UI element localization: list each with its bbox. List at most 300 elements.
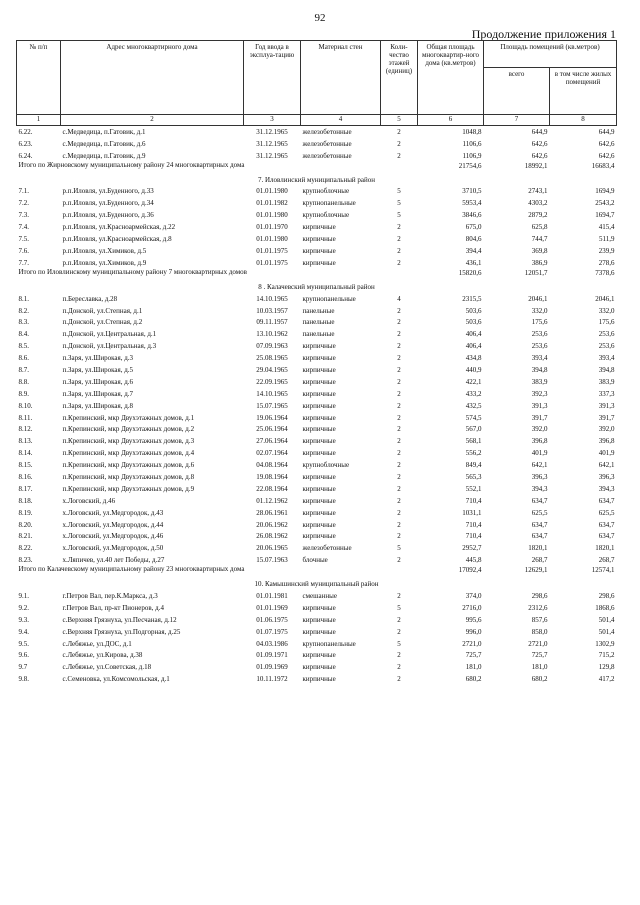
row-area-all: 2312,6 xyxy=(528,603,548,612)
row-material: железобетонные xyxy=(302,151,352,160)
row-area-all: 175,6 xyxy=(531,318,548,327)
row-number: 9.4. xyxy=(18,627,29,636)
row-total-area: 5953,4 xyxy=(462,199,482,208)
table-row xyxy=(17,197,617,209)
row-number: 7.3. xyxy=(18,211,29,220)
row-area-living: 501,4 xyxy=(598,627,615,636)
row-year: 04.03.1986 xyxy=(256,639,288,648)
row-material: кирпичные xyxy=(302,603,336,612)
section-header-row xyxy=(17,281,617,293)
row-material: кирпичные xyxy=(302,246,336,255)
row-area-all: 394,3 xyxy=(531,484,548,493)
total-label: Итого по Калачевскому муниципальному району 23 многоквартирных дома xyxy=(18,566,245,574)
row-area-all: 858,0 xyxy=(531,627,548,636)
row-year: 01.06.1975 xyxy=(256,615,288,624)
section-title: 7. Иловлинский муниципальный район xyxy=(257,175,376,184)
row-area-all: 2879,2 xyxy=(528,211,548,220)
row-area-living: 392,0 xyxy=(598,425,615,434)
row-total-area: 568,1 xyxy=(465,437,482,446)
row-number: 7.2. xyxy=(18,199,29,208)
row-area-living: 511,9 xyxy=(599,235,615,244)
row-material: железобетонные xyxy=(302,544,352,553)
row-material: железобетонные xyxy=(302,127,352,136)
table-row xyxy=(17,388,617,400)
row-area-all: 634,7 xyxy=(531,532,548,541)
section-header-row xyxy=(17,174,617,186)
row-number: 8.16. xyxy=(18,472,33,481)
row-total-area: 1031,1 xyxy=(462,508,482,517)
row-year: 31.12.1965 xyxy=(256,127,288,136)
row-total-area: 804,6 xyxy=(465,235,482,244)
row-number: 8.9. xyxy=(18,389,29,398)
row-floors: 2 xyxy=(397,484,401,493)
row-address: п.Донской, ул.Степная, д.1 xyxy=(62,306,143,315)
row-floors: 5 xyxy=(397,187,401,196)
row-material: кирпичные xyxy=(302,532,336,541)
total-label: Итого по Иловлинскому муниципальному району 7 многоквартирных домов xyxy=(18,268,247,276)
row-number: 8.20. xyxy=(18,520,33,529)
table-row xyxy=(17,614,617,626)
row-address: х.Ляпичев, ул.40 лет Победы, д.27 xyxy=(62,556,165,565)
row-year: 31.12.1965 xyxy=(256,151,288,160)
row-year: 22.08.1964 xyxy=(256,484,288,493)
section-title: 10. Камышинский муниципальный район xyxy=(254,580,379,589)
row-total-area: 406,4 xyxy=(465,342,482,351)
row-number: 6.22. xyxy=(18,127,33,136)
column-number: 6 xyxy=(418,115,484,126)
row-area-living: 634,7 xyxy=(598,496,615,505)
row-floors: 2 xyxy=(397,663,401,672)
row-area-all: 680,2 xyxy=(531,675,548,684)
row-area-all: 634,7 xyxy=(531,496,548,505)
row-area-living: 175,6 xyxy=(598,318,615,327)
row-total-area: 432,5 xyxy=(465,401,482,410)
table-row xyxy=(17,471,617,483)
row-address: х.Логовский, ул.Медгородок, д.46 xyxy=(62,532,164,541)
row-area-all: 391,3 xyxy=(531,401,548,410)
row-total-area: 996,0 xyxy=(465,627,482,636)
row-area-all: 392,3 xyxy=(531,389,548,398)
row-address: с.Лебяжье, ул.Кирова, д.38 xyxy=(62,651,143,660)
column-number: 5 xyxy=(381,115,418,126)
table-row xyxy=(17,221,617,233)
row-address: п.Заря, ул.Широкая, д.6 xyxy=(62,377,134,386)
row-total-area: 3710,5 xyxy=(462,187,482,196)
row-total-area: 567,0 xyxy=(465,425,482,434)
row-address: г.Петров Вал, пер.К.Маркса, д.3 xyxy=(62,591,158,600)
row-total-area: 552,1 xyxy=(465,484,482,493)
row-area-living: 401,9 xyxy=(598,449,615,458)
row-number: 9.1. xyxy=(18,591,29,600)
row-material: крупнопанельные xyxy=(302,199,356,208)
row-floors: 2 xyxy=(397,627,401,636)
row-floors: 5 xyxy=(397,639,401,648)
row-year: 01.01.1980 xyxy=(256,211,288,220)
total-row xyxy=(17,269,617,281)
row-total-area: 675,0 xyxy=(465,223,482,232)
table-row xyxy=(17,400,617,412)
row-address: п.Заря, ул.Широкая, д.8 xyxy=(62,401,134,410)
table-row xyxy=(17,554,617,566)
row-material: кирпичные xyxy=(302,258,336,267)
row-area-living: 1868,6 xyxy=(595,603,615,612)
row-area-living: 394,8 xyxy=(598,365,615,374)
row-address: р.п.Иловля, ул.Химиков, д.5 xyxy=(62,246,147,255)
row-area-all: 253,6 xyxy=(531,330,548,339)
row-year: 19.06.1964 xyxy=(256,413,288,422)
row-total-area: 1048,8 xyxy=(462,127,482,136)
total-area-all: 18992,1 xyxy=(524,161,548,170)
column-number: 8 xyxy=(550,115,617,126)
row-year: 01.01.1980 xyxy=(256,187,288,196)
table-body xyxy=(17,126,617,686)
row-total-area: 3846,6 xyxy=(462,211,482,220)
row-area-all: 2743,1 xyxy=(528,187,548,196)
row-total-area: 422,1 xyxy=(465,377,482,386)
row-year: 01.01.1969 xyxy=(256,603,288,612)
table-row xyxy=(17,638,617,650)
row-number: 8.5. xyxy=(18,342,29,351)
row-material: кирпичные xyxy=(302,389,336,398)
row-year: 15.07.1963 xyxy=(256,556,288,565)
row-area-living: 253,6 xyxy=(598,330,615,339)
row-material: кирпичные xyxy=(302,496,336,505)
row-total-area: 2315,5 xyxy=(462,294,482,303)
row-number: 7.1. xyxy=(18,187,29,196)
row-year: 01.01.1975 xyxy=(256,246,288,255)
row-floors: 2 xyxy=(397,413,401,422)
row-year: 27.06.1964 xyxy=(256,437,288,446)
row-number: 9.5. xyxy=(18,639,29,648)
row-area-all: 634,7 xyxy=(531,520,548,529)
row-floors: 2 xyxy=(397,556,401,565)
row-address: п.Донской, ул.Степная, д.2 xyxy=(62,318,143,327)
row-address: с.Медведица, п.Гатовик, д.9 xyxy=(62,151,146,160)
row-material: железобетонные xyxy=(302,139,352,148)
table-row xyxy=(17,245,617,257)
row-material: кирпичные xyxy=(302,413,336,422)
row-area-all: 1820,1 xyxy=(528,544,548,553)
row-floors: 5 xyxy=(397,211,401,220)
row-material: кирпичные xyxy=(302,627,336,636)
table-row xyxy=(17,673,617,685)
table-row xyxy=(17,447,617,459)
table-row xyxy=(17,602,617,614)
row-area-living: 625,5 xyxy=(598,508,615,517)
row-number: 9.3. xyxy=(18,615,29,624)
row-area-living: 129,8 xyxy=(598,663,615,672)
row-floors: 5 xyxy=(397,603,401,612)
total-area: 21754,6 xyxy=(458,161,482,170)
row-area-all: 383,9 xyxy=(531,377,548,386)
row-year: 26.08.1962 xyxy=(256,532,288,541)
row-area-all: 268,7 xyxy=(531,556,548,565)
row-material: кирпичные xyxy=(302,223,336,232)
row-address: п.Донской, ул.Центральная, д.1 xyxy=(62,330,157,339)
row-floors: 2 xyxy=(397,675,401,684)
row-address: х.Логовский, ул.Медгородок, д.44 xyxy=(62,520,164,529)
row-year: 01.01.1975 xyxy=(256,258,288,267)
row-material: кирпичные xyxy=(302,365,336,374)
table-row xyxy=(17,626,617,638)
row-floors: 2 xyxy=(397,139,401,148)
row-address: п.Крепинский, мкр Двухэтажных домов, д.8 xyxy=(62,472,195,481)
row-address: х.Логовский, ул.Медгородок, д.43 xyxy=(62,508,164,517)
row-year: 01.01.1982 xyxy=(256,199,288,208)
table-row xyxy=(17,305,617,317)
row-number: 7.4. xyxy=(18,223,29,232)
row-number: 8.7. xyxy=(18,365,29,374)
row-floors: 2 xyxy=(397,365,401,374)
row-floors: 2 xyxy=(397,615,401,624)
row-floors: 2 xyxy=(397,223,401,232)
row-area-living: 715,2 xyxy=(598,651,615,660)
row-year: 01.07.1975 xyxy=(256,627,288,636)
row-address: р.п.Иловля, ул.Красноармейская, д.22 xyxy=(62,223,176,232)
row-total-area: 394,4 xyxy=(465,246,482,255)
row-number: 9.2. xyxy=(18,603,29,612)
table-row xyxy=(17,376,617,388)
row-year: 14.10.1965 xyxy=(256,294,288,303)
row-floors: 2 xyxy=(397,425,401,434)
row-year: 25.08.1965 xyxy=(256,354,288,363)
row-floors: 4 xyxy=(397,294,401,303)
row-area-all: 644,9 xyxy=(531,127,548,136)
total-row xyxy=(17,162,617,174)
row-total-area: 433,2 xyxy=(465,389,482,398)
row-material: панельные xyxy=(302,318,335,327)
row-total-area: 1106,6 xyxy=(462,139,482,148)
row-number: 8.3. xyxy=(18,318,29,327)
row-number: 8.12. xyxy=(18,425,33,434)
total-area-living: 16683,4 xyxy=(591,161,615,170)
row-area-living: 1820,1 xyxy=(595,544,615,553)
row-floors: 2 xyxy=(397,651,401,660)
table-row xyxy=(17,661,617,673)
row-address: п.Крепинский, мкр Двухэтажных домов, д.2 xyxy=(62,425,195,434)
row-address: с.Лебяжье, ул.Советская, д.18 xyxy=(62,663,152,672)
row-number: 8.8. xyxy=(18,377,29,386)
table-row xyxy=(17,257,617,269)
row-address: п.Крепинский, мкр Двухэтажных домов, д.4 xyxy=(62,449,195,458)
table-row xyxy=(17,412,617,424)
row-area-all: 401,9 xyxy=(531,449,548,458)
row-area-all: 393,4 xyxy=(531,354,548,363)
row-total-area: 181,0 xyxy=(465,663,482,672)
header-material: Материал стен xyxy=(301,41,381,115)
row-number: 9.8. xyxy=(18,675,29,684)
row-total-area: 503,6 xyxy=(465,306,482,315)
row-area-living: 396,3 xyxy=(598,472,615,481)
row-year: 02.07.1964 xyxy=(256,449,288,458)
table-row xyxy=(17,423,617,435)
row-area-all: 369,8 xyxy=(531,246,548,255)
row-address: с.Медведица, п.Гатовик, д.6 xyxy=(62,139,146,148)
row-material: кирпичные xyxy=(302,437,336,446)
row-area-living: 642,6 xyxy=(598,139,615,148)
row-material: крупнопанельные xyxy=(302,294,356,303)
row-number: 8.2. xyxy=(18,306,29,315)
row-number: 6.23. xyxy=(18,139,33,148)
header-year: Год ввода в эксплуа-тацию xyxy=(244,41,301,115)
row-address: с.Семеновка, ул.Комсомольская, д.1 xyxy=(62,675,170,684)
row-address: п.Заря, ул.Широкая, д.3 xyxy=(62,354,134,363)
page-number: 92 xyxy=(314,12,326,24)
row-floors: 2 xyxy=(397,377,401,386)
row-year: 29.04.1965 xyxy=(256,365,288,374)
total-area-all: 12629,1 xyxy=(524,566,548,575)
row-total-area: 680,2 xyxy=(465,675,482,684)
section-header-row xyxy=(17,578,617,590)
row-number: 8.18. xyxy=(18,496,33,505)
table-row xyxy=(17,316,617,328)
header-address: Адрес многоквартирного дома xyxy=(61,41,244,115)
row-floors: 2 xyxy=(397,401,401,410)
row-material: кирпичные xyxy=(302,401,336,410)
row-year: 01.01.1981 xyxy=(256,591,288,600)
row-area-living: 391,3 xyxy=(598,401,615,410)
row-area-all: 396,3 xyxy=(531,472,548,481)
row-floors: 2 xyxy=(397,449,401,458)
row-area-all: 298,6 xyxy=(531,591,548,600)
row-floors: 2 xyxy=(397,354,401,363)
row-floors: 2 xyxy=(397,342,401,351)
row-area-all: 625,8 xyxy=(531,223,548,232)
row-area-living: 642,6 xyxy=(598,151,615,160)
row-material: кирпичные xyxy=(302,354,336,363)
row-area-all: 2046,1 xyxy=(528,294,548,303)
row-material: кирпичные xyxy=(302,651,336,660)
row-floors: 2 xyxy=(397,246,401,255)
header-total-area: Общая площадь многоквартир-ного дома (кв.метров) xyxy=(418,41,484,115)
row-total-area: 565,3 xyxy=(465,472,482,481)
row-material: крупноблочные xyxy=(302,211,350,220)
row-floors: 2 xyxy=(397,472,401,481)
row-address: р.п.Иловля, ул.Буденного, д.34 xyxy=(62,199,154,208)
total-row xyxy=(17,566,617,578)
row-material: блочные xyxy=(302,556,328,565)
total-area: 15820,6 xyxy=(458,268,482,277)
table-row xyxy=(17,126,617,138)
row-floors: 5 xyxy=(397,199,401,208)
row-total-area: 710,4 xyxy=(465,520,482,529)
row-number: 9.6. xyxy=(18,651,29,660)
table-row xyxy=(17,519,617,531)
houses-table xyxy=(16,40,617,685)
row-year: 22.09.1965 xyxy=(256,377,288,386)
row-total-area: 556,2 xyxy=(465,449,482,458)
table-row xyxy=(17,483,617,495)
table-row xyxy=(17,435,617,447)
row-number: 8.11. xyxy=(18,413,33,422)
row-total-area: 436,1 xyxy=(465,258,482,267)
row-area-living: 278,6 xyxy=(598,258,615,267)
row-address: г.Петров Вал, пр-кт Пионеров, д.4 xyxy=(62,603,164,612)
row-year: 14.10.1965 xyxy=(256,389,288,398)
row-area-living: 396,8 xyxy=(598,437,615,446)
row-address: п.Крепинский, мкр Двухэтажных домов, д.6 xyxy=(62,461,195,470)
row-floors: 2 xyxy=(397,235,401,244)
row-area-all: 2721,0 xyxy=(528,639,548,648)
row-address: с.Медведица, п.Гатовик, д.1 xyxy=(62,127,146,136)
row-total-area: 995,6 xyxy=(465,615,482,624)
row-year: 01.12.1962 xyxy=(256,496,288,505)
row-number: 8.15. xyxy=(18,461,33,470)
column-number: 4 xyxy=(301,115,381,126)
row-floors: 2 xyxy=(397,306,401,315)
row-area-living: 1302,9 xyxy=(595,639,615,648)
row-number: 8.6. xyxy=(18,354,29,363)
total-area-living: 12574,1 xyxy=(591,566,615,575)
table-row xyxy=(17,352,617,364)
row-area-all: 386,9 xyxy=(531,258,548,267)
row-floors: 2 xyxy=(397,461,401,470)
row-year: 10.11.1972 xyxy=(256,675,288,684)
row-material: крупноблочные xyxy=(302,187,350,196)
row-material: кирпичные xyxy=(302,377,336,386)
row-year: 01.09.1969 xyxy=(256,663,288,672)
row-material: кирпичные xyxy=(302,520,336,529)
total-label: Итого по Жирновскому муниципальному району 24 многоквартирных дома xyxy=(18,161,245,169)
row-material: крупнопанельные xyxy=(302,639,356,648)
row-area-living: 1694,7 xyxy=(595,211,615,220)
row-total-area: 710,4 xyxy=(465,496,482,505)
row-year: 13.10.1962 xyxy=(256,330,288,339)
continuation-note: Продолжение приложения 1 xyxy=(471,27,616,41)
row-total-area: 406,4 xyxy=(465,330,482,339)
row-area-all: 725,7 xyxy=(531,651,548,660)
row-address: п.Заря, ул.Широкая, д.7 xyxy=(62,389,134,398)
row-material: панельные xyxy=(302,330,335,339)
column-numbers-row xyxy=(17,115,617,126)
row-area-living: 642,1 xyxy=(598,461,615,470)
row-number: 7.7. xyxy=(18,258,29,267)
column-number: 7 xyxy=(484,115,550,126)
row-total-area: 849,4 xyxy=(465,461,482,470)
row-material: смешанные xyxy=(302,591,337,600)
row-area-living: 634,7 xyxy=(598,520,615,529)
row-year: 20.06.1965 xyxy=(256,544,288,553)
column-number: 1 xyxy=(17,115,61,126)
row-address: с.Верхняя Грязнуха, ул.Подгорная, д.25 xyxy=(62,627,181,636)
row-year: 07.09.1963 xyxy=(256,342,288,351)
row-address: с.Лебяжье, ул.ДОС, д.1 xyxy=(62,639,132,648)
table-row xyxy=(17,186,617,198)
row-year: 25.06.1964 xyxy=(256,425,288,434)
table-row xyxy=(17,340,617,352)
row-area-all: 857,6 xyxy=(531,615,548,624)
row-area-all: 394,8 xyxy=(531,365,548,374)
row-area-living: 2543,2 xyxy=(595,199,615,208)
row-material: кирпичные xyxy=(302,425,336,434)
row-total-area: 725,7 xyxy=(465,651,482,660)
header-living: в том числе жилых помещений xyxy=(550,68,617,115)
row-number: 8.1. xyxy=(18,294,29,303)
row-total-area: 440,9 xyxy=(465,365,482,374)
table-row xyxy=(17,531,617,543)
row-address: х.Логовский, д.46 xyxy=(62,496,116,505)
row-area-living: 634,7 xyxy=(598,532,615,541)
row-area-living: 239,9 xyxy=(598,246,615,255)
table-row xyxy=(17,233,617,245)
row-floors: 2 xyxy=(397,591,401,600)
row-area-all: 391,7 xyxy=(531,413,548,422)
row-area-all: 392,0 xyxy=(531,425,548,434)
row-area-all: 642,1 xyxy=(531,461,548,470)
header-floors: Коли-чество этажей (единиц) xyxy=(381,41,418,115)
row-number: 8.19. xyxy=(18,508,33,517)
row-area-all: 396,8 xyxy=(531,437,548,446)
